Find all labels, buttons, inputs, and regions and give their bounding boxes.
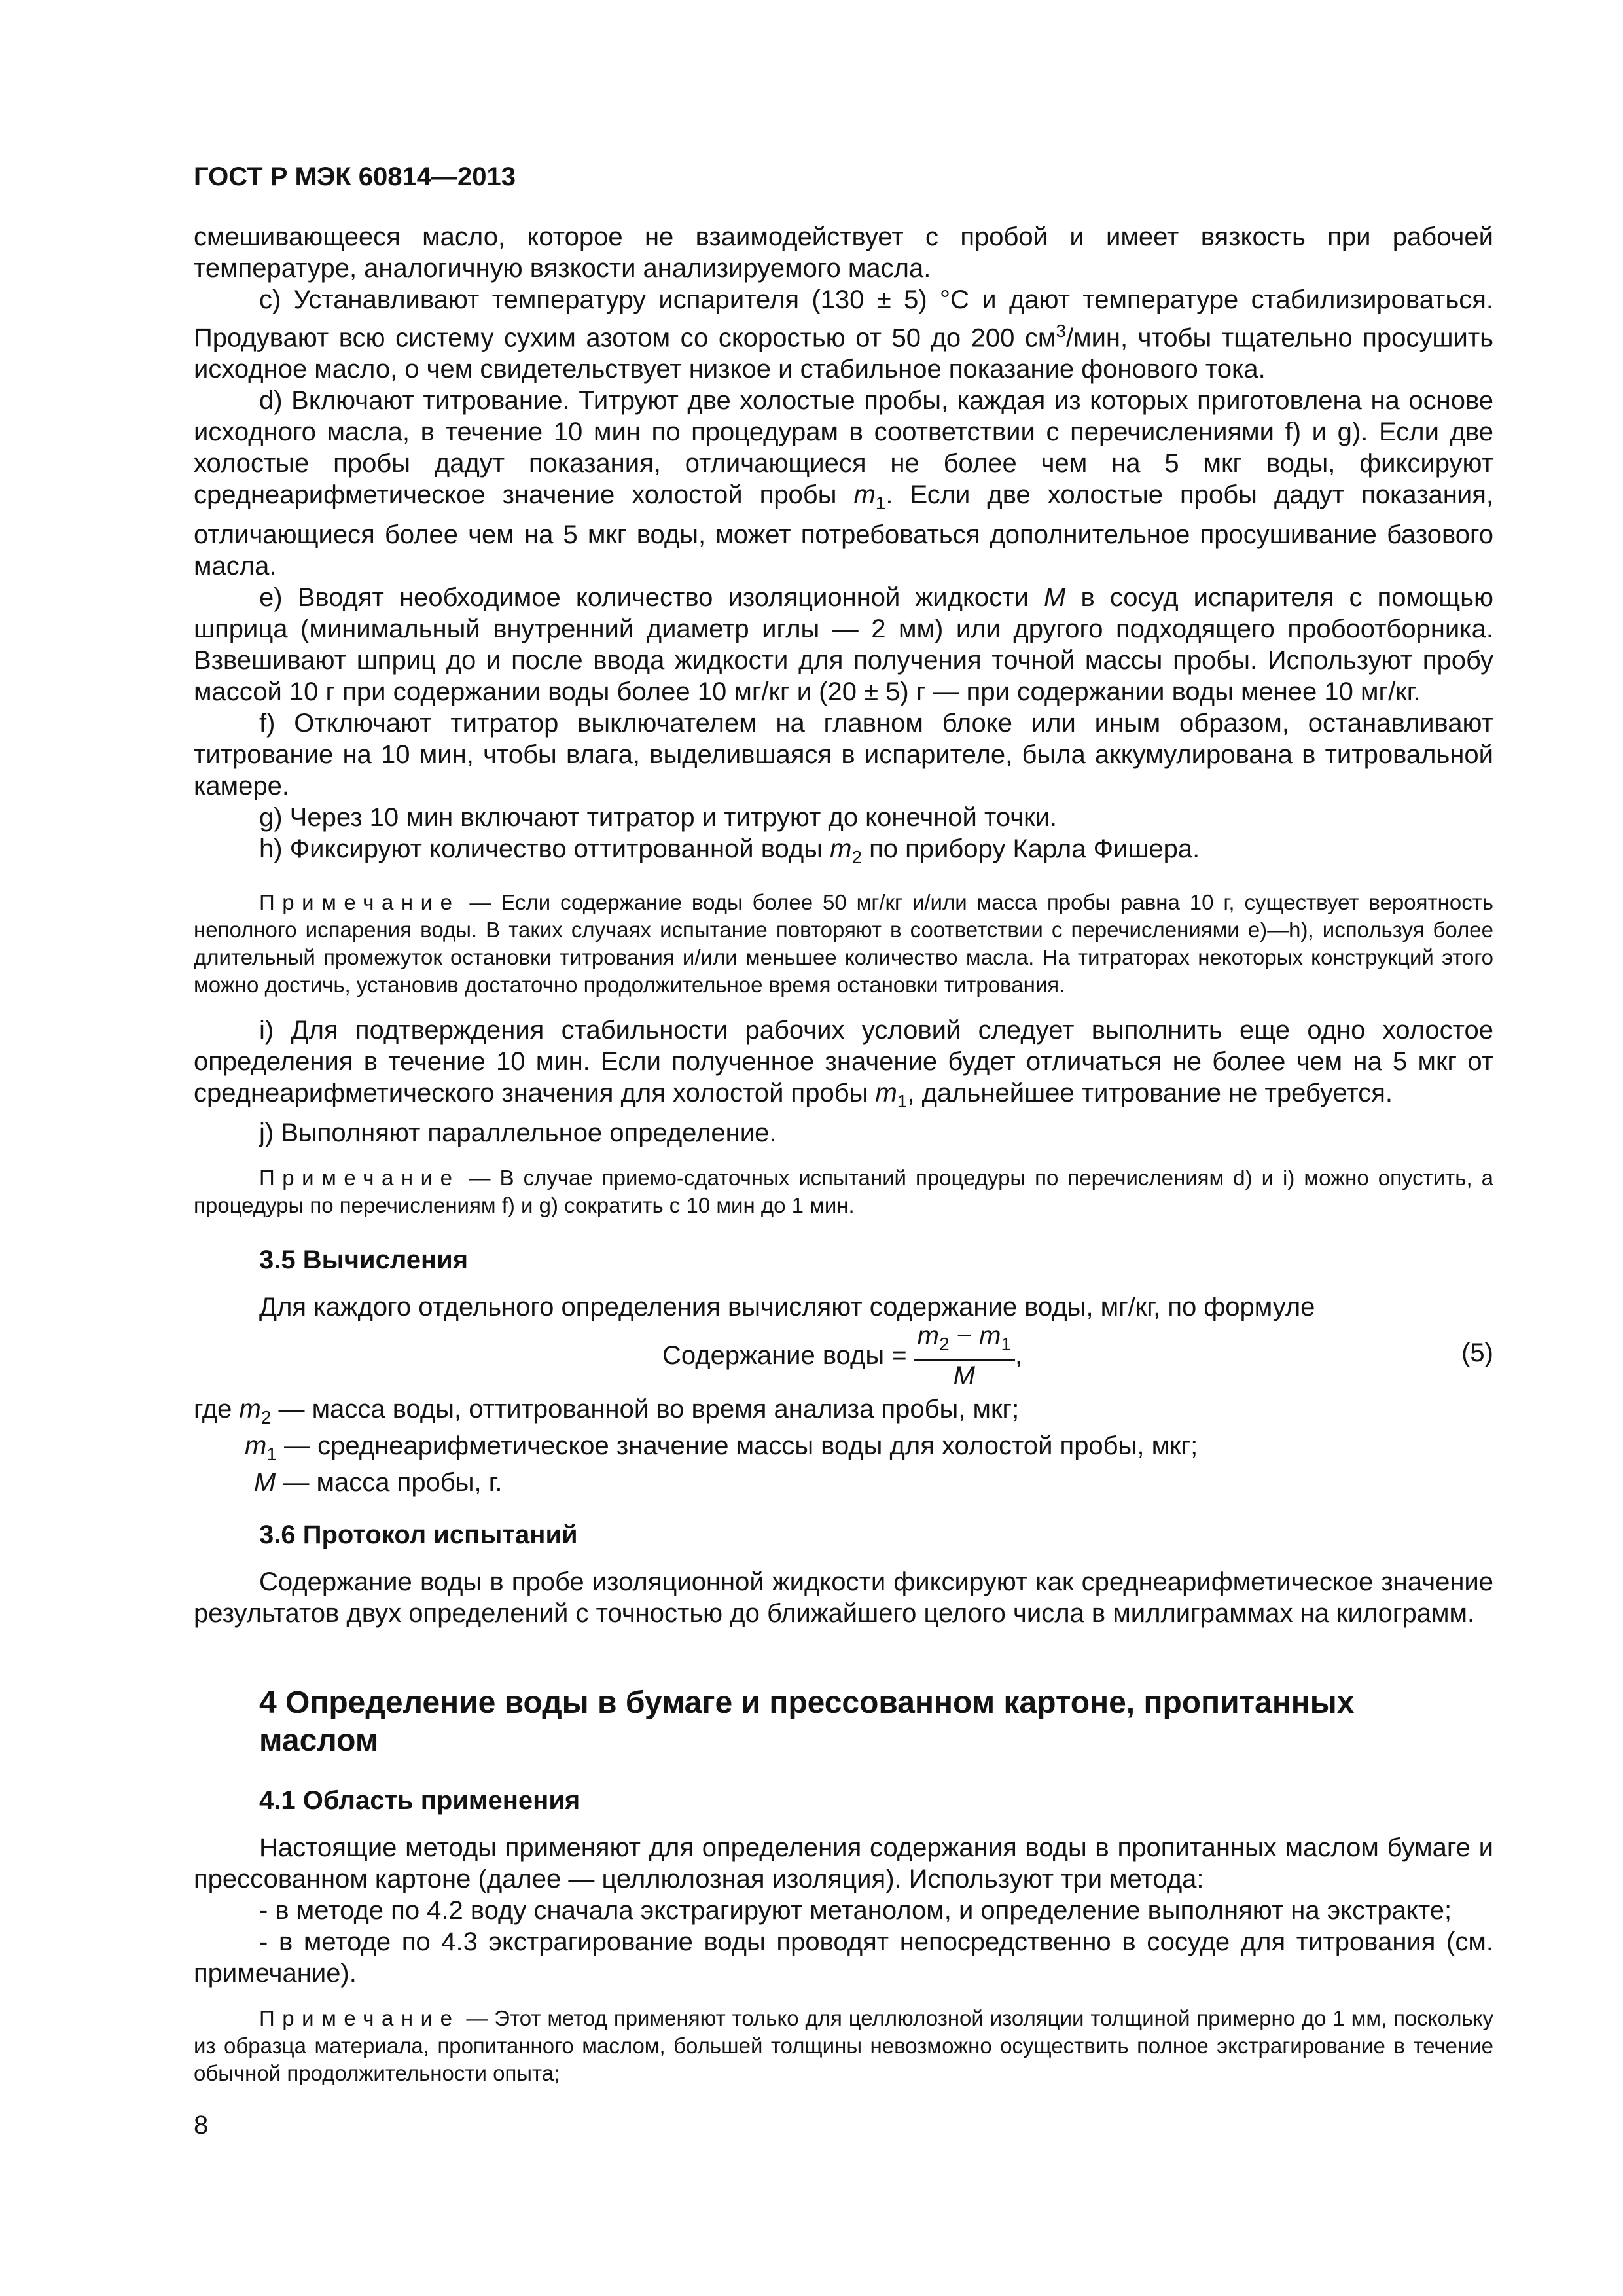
paragraph-c-text-b: /мин, чтобы тщательно просушить исходное масло, о чем свидетельствует низкое и стабильное показание фонового тока. [194,323,1494,384]
section-heading-4-1: 4.1 Область применения [259,1786,580,1816]
list-item-1: - в методе по 4.2 воду сначала экстрагируют метанолом, и определение выполняют на экстракте; [259,1896,1452,1926]
spacer [194,1276,1493,1291]
spacer [194,1551,1493,1566]
spacer [194,1816,1493,1832]
subscript: 2 [938,1333,950,1354]
paragraph-d-text-b: . Если две холостые пробы дадут показания, отличающиеся более чем на 5 мкг воды, может потребоваться дополнительное просушивание базового масла. [194,480,1493,581]
variable-m: m [917,1321,939,1350]
page-content [194,221,1493,2087]
section-heading-4: 4 Определение воды в бумаге и прессованном картоне, пропитанных маслом [259,1685,1355,1759]
paragraph-h-text-a: h) Фиксируют количество оттитрованной воды [259,834,830,864]
definition-text: — масса воды, оттитрованной во время анализа пробы, мкг; [271,1395,1020,1424]
formula-fraction [914,1321,1015,1391]
spacer [194,1149,1493,1164]
spacer [194,999,1493,1014]
variable-m: m [830,834,852,864]
paragraph-j: j) Выполняют параллельное определение. [259,1119,777,1148]
note-3 [194,2005,1493,2087]
variable-m: m [245,1431,267,1461]
paragraph-e-text-b: в сосуд испарителя с помощью шприца (минимальный внутренний диаметр иглы — 2 мм) или другого подходящего пробоотборника. Взвешивают шприц до и после ввода жидкости для получения точной массы пробы. Используют пробу массой 10 г при содержании воды более 10 мг/кг и (20 ± 5) г — при содержании воды менее 10 мг/кг. [194,583,1493,707]
formula-lhs: Содержание воды = [662,1340,907,1370]
formula-body [662,1323,1022,1388]
definition-M [254,1467,503,1498]
paragraph-continuation: смешивающееся масло, которое не взаимодействует с пробой и имеет вязкость при рабочей температуре, аналогичную вязкости анализируемого масла. [194,223,1493,283]
formula-definitions [194,1393,1493,1503]
variable-M: M [254,1468,276,1498]
paragraph-c-text-a: c) Устанавливают температуру испарителя (130 ± 5) °С и дают температуре стабилизироваться. Продувают всю систему сухим азотом со скоростью от 50 до 200 см [194,285,1493,353]
subscript: 1 [1001,1333,1012,1354]
formula-comma: , [1015,1340,1023,1370]
note-label: Примечание [259,2006,460,2031]
where-word: где [194,1395,240,1424]
paragraph-e-text-a: e) Вводят необходимое количество изоляционной жидкости [259,583,1044,613]
definition-text: — масса пробы, г. [276,1468,503,1498]
subscript: 1 [897,1091,908,1112]
spacer [194,873,1493,889]
paragraph-i-text-b: , дальнейшее титрование не требуется. [907,1079,1393,1108]
paragraph-i [194,1014,1493,1117]
paragraph-g: g) Через 10 мин включают титратор и титруют до конечной точки. [259,803,1058,833]
note-label: Примечание [259,890,460,915]
note-2 [194,1164,1493,1219]
paragraph-c [194,284,1493,385]
equation-number: (5) [1461,1338,1493,1368]
subscript: 1 [875,493,886,514]
section-heading-3-6: 3.6 Протокол испытаний [259,1520,578,1550]
paragraph-f: f) Отключают титратор выключателем на главном блоке или иным образом, останавливают титрование на 10 мин, чтобы влага, выделившаяся в испарителе, была аккумулирована в титровальной камере. [194,709,1493,801]
spacer [194,1760,1493,1785]
variable-M: M [1043,583,1066,613]
subscript: 2 [851,847,863,868]
variable-m: m [979,1321,1001,1350]
minus-sign: − [949,1321,980,1350]
paragraph-d-text-a: d) Включают титрование. Титруют две холостые пробы, каждая из которых приготовлена на основе исходного масла, в течение 10 мин по процедурам в соответствии с перечислениями f) и g). Если две холостые пробы дадут показания, отличающиеся не более чем на 5 мкг воды, фиксируют среднеарифметическое значение холостой пробы [194,386,1493,510]
list-item-2: - в методе по 4.3 экстрагирование воды проводят непосредственно в сосуде для титрования (см. примечание). [194,1928,1493,1988]
fraction-numerator [914,1321,1015,1361]
page-number: 8 [194,2111,209,2140]
note-text: — Этот метод применяют только для целлюлозной изоляции толщиной примерно до 1 мм, поскольку из образца материала, пропитанного маслом, большей толщины невозможно осуществить полное экстрагирование в течение обычной продолжительности опыта; [194,2006,1493,2086]
spacer [194,1989,1493,2005]
note-text: — В случае приемо-сдаточных испытаний процедуры по перечислениям d) и i) можно опустить, а процедуры по перечислениям f) и g) сократить с 10 мин до 1 мин. [194,1166,1493,1218]
note-1 [194,889,1493,999]
spacer [194,1629,1493,1684]
variable-m: m [239,1395,261,1424]
paragraph-h [194,833,1493,873]
fraction-denominator: M [953,1361,975,1390]
spacer [194,1219,1493,1244]
variable-m: m [875,1079,897,1108]
subscript: 1 [266,1444,277,1465]
definition-m1 [245,1430,1198,1470]
note-text: — Если содержание воды более 50 мг/кг и/или масса пробы равна 10 г, существует вероятность неполного испарения воды. В таких случаях испытание повторяют в соответствии с перечислениями e)—h), используя более длительный промежуток остановки титрования и/или меньшее количество масла. На титраторах некоторых конструкций этого можно достичь, установив достаточно продолжительное время остановки титрования. [194,890,1494,997]
section-heading-3-5: 3.5 Вычисления [259,1246,469,1275]
paragraph-e [194,582,1493,708]
note-label: Примечание [259,1166,460,1191]
superscript: 3 [1056,321,1066,341]
paragraph-h-text-b: по прибору Карла Фишера. [862,834,1200,864]
paragraph-d [194,385,1493,582]
standard-header: ГОСТ Р МЭК 60814—2013 [194,162,516,191]
paragraph-3-6: Содержание воды в пробе изоляционной жидкости фиксируют как среднеарифметическое значение результатов двух определений с точностью до ближайшего целого числа в миллиграммах на килограмм. [194,1568,1493,1628]
spacer [194,1503,1493,1519]
formula-5 [194,1323,1493,1393]
definition-m2 [194,1393,1019,1433]
subscript: 2 [260,1407,272,1428]
definition-text: — среднеарифметическое значение массы воды для холостой пробы, мкг; [276,1431,1198,1461]
paragraph-4-1: Настоящие методы применяют для определения содержания воды в пропитанных маслом бумаге и прессованном картоне (далее — целлюлозная изоляция). Используют три метода: [194,1833,1493,1894]
paragraph-i-text-a: i) Для подтверждения стабильности рабочих условий следует выполнить еще одно холостое определения в течение 10 мин. Если полученное значение будет отличаться не более чем на 5 мкг от среднеарифметического значения для холостой пробы [194,1016,1493,1108]
variable-m: m [853,480,876,510]
formula-intro: Для каждого отдельного определения вычисляют содержание воды, мг/кг, по формуле [259,1293,1315,1322]
